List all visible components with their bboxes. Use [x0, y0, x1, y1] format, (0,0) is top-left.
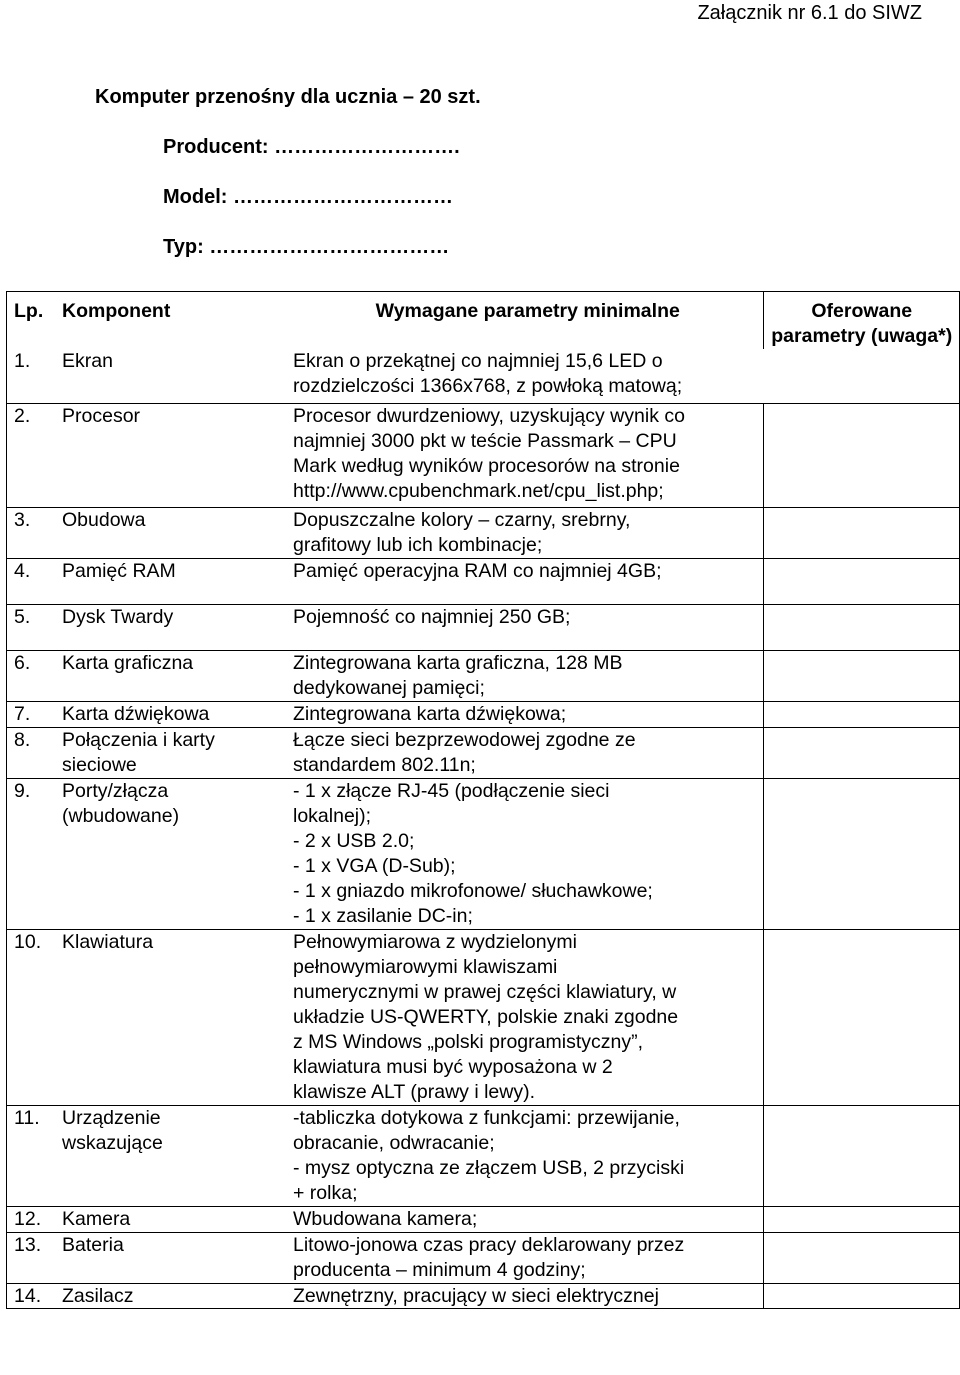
table-row — [6, 508, 960, 559]
required-line: pełnowymiarowymi klawiszami — [293, 956, 558, 978]
row-component — [62, 651, 293, 702]
row-required-params — [293, 651, 763, 702]
annex-label: Załącznik nr 6.1 do SIWZ — [697, 2, 922, 24]
row-component — [62, 508, 293, 559]
model-field: Model: …………………………… — [163, 186, 453, 208]
row-required-params — [293, 1284, 763, 1310]
required-line: klawisze ALT (prawy i lewy). — [293, 1081, 536, 1103]
row-offered-params[interactable] — [763, 559, 960, 605]
table-row — [6, 1233, 960, 1284]
row-required-params — [293, 728, 763, 779]
component-line: Bateria — [62, 1234, 124, 1256]
required-line: numerycznymi w prawej części klawiatury, w — [293, 981, 677, 1003]
required-line: - 1 x VGA (D-Sub); — [293, 855, 456, 877]
component-line: Pamięć RAM — [62, 560, 176, 582]
row-number: 7. — [14, 703, 31, 725]
required-line: - 1 x gniazdo mikrofonowe/ słuchawkowe; — [293, 880, 653, 902]
component-line: Ekran — [62, 350, 113, 372]
table-row — [6, 404, 960, 508]
row-component — [62, 1106, 293, 1207]
component-line: Urządzenie — [62, 1107, 161, 1129]
row-required-params — [293, 1233, 763, 1284]
required-line: układzie US-QWERTY, polskie znaki zgodne — [293, 1006, 679, 1028]
row-required-params — [293, 559, 763, 605]
required-line: Zewnętrzny, pracujący w sieci elektrycznej — [293, 1285, 659, 1307]
table-row — [6, 349, 960, 404]
row-required-params — [293, 349, 763, 404]
row-component — [62, 779, 293, 930]
row-component — [62, 702, 293, 728]
row-required-params — [293, 1207, 763, 1233]
required-line: rozdzielczości 1366x768, z powłoką matową; — [293, 375, 683, 397]
required-line: Litowo-jonowa czas pracy deklarowany przez — [293, 1234, 685, 1256]
required-line: klawiatura musi być wyposażona w 2 — [293, 1056, 613, 1078]
row-offered-params[interactable] — [763, 1284, 960, 1310]
row-required-params — [293, 605, 763, 651]
row-number: 6. — [14, 652, 31, 674]
row-number: 2. — [14, 405, 31, 427]
required-line: Pamięć operacyjna RAM co najmniej 4GB; — [293, 560, 662, 582]
row-component — [62, 605, 293, 651]
required-line: - 1 x zasilanie DC-in; — [293, 905, 473, 927]
table-row — [6, 651, 960, 702]
header-lp: Lp. — [14, 300, 44, 322]
component-line: Klawiatura — [62, 931, 154, 953]
required-line: standardem 802.11n; — [293, 754, 476, 776]
required-line: producenta – minimum 4 godziny; — [293, 1259, 586, 1281]
row-offered-params[interactable] — [763, 508, 960, 559]
required-line: Dopuszczalne kolory – czarny, srebrny, — [293, 509, 631, 531]
component-line: Procesor — [62, 405, 141, 427]
required-line: Pojemność co najmniej 250 GB; — [293, 606, 571, 628]
row-required-params — [293, 779, 763, 930]
required-line: Zintegrowana karta graficzna, 128 MB — [293, 652, 623, 674]
table-row — [6, 930, 960, 1106]
table-body — [6, 349, 960, 1309]
producer-field: Producent: ………………………. — [163, 136, 460, 158]
row-offered-params[interactable] — [763, 1207, 960, 1233]
header-component: Komponent — [62, 300, 171, 322]
row-required-params — [293, 508, 763, 559]
required-line: Procesor dwurdzeniowy, uzyskujący wynik co — [293, 405, 685, 427]
row-number: 5. — [14, 606, 31, 628]
component-line: Kamera — [62, 1208, 131, 1230]
component-line: Dysk Twardy — [62, 606, 174, 628]
required-line: - mysz optyczna ze złączem USB, 2 przyciski — [293, 1157, 685, 1179]
table-header-row — [6, 291, 960, 349]
required-line: najmniej 3000 pkt w teście Passmark – CPU — [293, 430, 677, 452]
row-number: 4. — [14, 560, 31, 582]
required-line: grafitowy lub ich kombinacje; — [293, 534, 543, 556]
required-line: - 1 x złącze RJ-45 (podłączenie sieci — [293, 780, 610, 802]
row-offered-params[interactable] — [763, 779, 960, 930]
row-number: 1. — [14, 350, 31, 372]
row-required-params — [293, 930, 763, 1106]
component-line: wskazujące — [62, 1132, 163, 1154]
row-number: 9. — [14, 780, 31, 802]
row-component — [62, 349, 293, 404]
row-component — [62, 1207, 293, 1233]
row-component — [62, 1284, 293, 1310]
document-title: Komputer przenośny dla ucznia – 20 szt. — [95, 86, 481, 108]
required-line: -tabliczka dotykowa z funkcjami: przewijanie, — [293, 1107, 680, 1129]
row-component — [62, 728, 293, 779]
table-row — [6, 728, 960, 779]
component-line: Porty/złącza — [62, 780, 169, 802]
table-row — [6, 1284, 960, 1310]
component-line: Zasilacz — [62, 1285, 134, 1307]
required-line: - 2 x USB 2.0; — [293, 830, 415, 852]
table-row — [6, 559, 960, 605]
row-component — [62, 559, 293, 605]
component-line: sieciowe — [62, 754, 137, 776]
header-required: Wymagane parametry minimalne — [375, 300, 680, 322]
row-offered-params[interactable] — [763, 605, 960, 651]
row-offered-params[interactable] — [763, 404, 960, 508]
required-line: Mark według wyników procesorów na stronie — [293, 455, 680, 477]
required-line: http://www.cpubenchmark.net/cpu_list.php; — [293, 480, 664, 502]
row-component — [62, 404, 293, 508]
row-required-params — [293, 404, 763, 508]
row-offered-params[interactable] — [763, 702, 960, 728]
row-offered-params[interactable] — [763, 1106, 960, 1207]
table-row — [6, 779, 960, 930]
component-line: Karta dźwiękowa — [62, 703, 210, 725]
row-offered-params[interactable] — [763, 651, 960, 702]
required-line: Wbudowana kamera; — [293, 1208, 478, 1230]
type-field: Typ: ……………………………… — [163, 236, 450, 258]
required-line: Łącze sieci bezprzewodowej zgodne ze — [293, 729, 636, 751]
row-number: 12. — [14, 1208, 42, 1230]
table-row — [6, 702, 960, 728]
component-line: Połączenia i karty — [62, 729, 215, 751]
row-number: 8. — [14, 729, 31, 751]
row-component — [62, 1233, 293, 1284]
required-line: obracanie, odwracanie; — [293, 1132, 495, 1154]
row-offered-params[interactable] — [763, 930, 960, 1106]
table-row — [6, 1106, 960, 1207]
row-offered-params[interactable] — [763, 1233, 960, 1284]
table-row — [6, 1207, 960, 1233]
required-line: Pełnowymiarowa z wydzielonymi — [293, 931, 577, 953]
table-row — [6, 605, 960, 651]
component-line: Obudowa — [62, 509, 146, 531]
header-offered: Oferowane parametry (uwaga*) — [763, 291, 960, 349]
row-number: 10. — [14, 931, 42, 953]
required-line: + rolka; — [293, 1182, 358, 1204]
row-number: 11. — [14, 1107, 40, 1129]
row-offered-params[interactable] — [763, 728, 960, 779]
required-line: Ekran o przekątnej co najmniej 15,6 LED o — [293, 350, 663, 372]
component-line: Karta graficzna — [62, 652, 194, 674]
required-line: lokalnej); — [293, 805, 372, 827]
row-component — [62, 930, 293, 1106]
row-required-params — [293, 1106, 763, 1207]
row-number: 14. — [14, 1285, 42, 1307]
row-number: 13. — [14, 1234, 42, 1256]
row-required-params — [293, 702, 763, 728]
specification-table — [6, 291, 960, 1309]
required-line: dedykowanej pamięci; — [293, 677, 485, 699]
row-number: 3. — [14, 509, 31, 531]
component-line: (wbudowane) — [62, 805, 180, 827]
required-line: z MS Windows „polski programistyczny”, — [293, 1031, 643, 1053]
required-line: Zintegrowana karta dźwiękowa; — [293, 703, 567, 725]
